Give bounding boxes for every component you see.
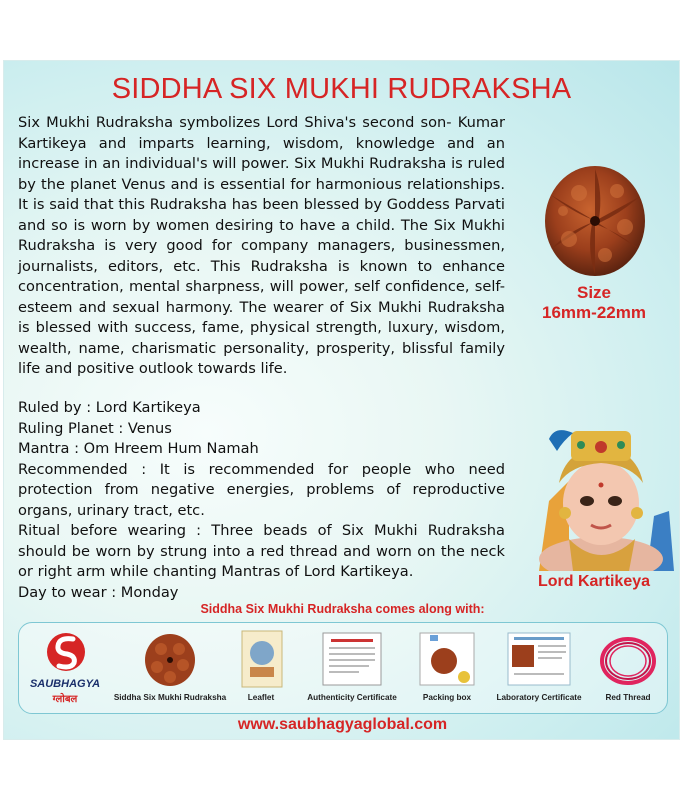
logo-hindi: ग्लोबल (52, 694, 78, 705)
ritual: Ritual before wearing : Three beads of Six Mukhi Rudraksha should be worn by strung into a red thread and worn on the neck or right arm while chanting Mantras of Lord Kartikeya. (18, 522, 505, 580)
size-label: Size (576, 283, 612, 302)
recommended: Recommended : It is recommended for people who need protection from negative energies, problems of reproductive organs, urinary tract, etc. (18, 460, 505, 519)
mantra: Mantra : Om Hreem Hum Namah (18, 440, 259, 457)
details (18, 398, 505, 603)
logo-name: SAUBHAGYA (29, 678, 101, 690)
page-title: SIDDHA SIX MUKHI RUDRAKSHA (111, 73, 572, 105)
item-label: Packing box (422, 693, 472, 702)
included-items (18, 622, 668, 714)
leaflet-icon (228, 629, 294, 689)
item-authenticity-certificate (309, 627, 395, 711)
lord-kartikeya-image (529, 421, 674, 571)
brand-logo (25, 627, 105, 711)
deity-caption: Lord Kartikeya (537, 573, 651, 590)
item-label: Leaflet (247, 693, 275, 702)
website-link[interactable]: www.saubhagyaglobal.com (237, 716, 448, 733)
ruled-by: Ruled by : Lord Kartikeya (18, 399, 201, 416)
ruling-planet: Ruling Planet : Venus (18, 419, 172, 437)
rudraksha-bead-icon (137, 629, 203, 689)
item-label: Red Thread (605, 693, 651, 702)
product-card (3, 60, 680, 740)
item-red-thread (593, 627, 663, 711)
day-to-wear: Day to wear : Monday (18, 583, 179, 601)
rudraksha-bead-icon (541, 161, 649, 279)
certificate-icon (319, 629, 385, 689)
description: Six Mukhi Rudraksha symbolizes Lord Shiva's second son- Kumar Kartikeya and imparts learning, wisdom, knowledge and an increase in an individual's will power. Six Mukhi Rudraksha is ruled by the planet Venus and is essential for harmonious relationships. It is said that this Rudraksha has been blessed by Goddess Parvati and so is worn by women desiring to have a child. The Six Mukhi Rudraksha is very good for company managers, businessmen, journalists, editors, etc. This Rudraksha is known to enhance concentration, mental sharpness, will power, self confidence, self-esteem and sexual harmony. The wearer of Six Mukhi Rudraksha is blessed with success, fame, physical strength, luxury, wisdom, wealth, name, charismatic personality, prosperity, blissful family life and positive outlook towards life. (18, 114, 505, 377)
item-laboratory-certificate (493, 627, 585, 711)
item-label: Authenticity Certificate (307, 693, 397, 702)
item-leaflet (229, 627, 293, 711)
comes-along-heading: Siddha Six Mukhi Rudraksha comes along with: (200, 602, 485, 616)
red-thread-icon (595, 629, 661, 689)
saubhagya-logo-icon (47, 629, 85, 675)
lab-certificate-icon (506, 629, 572, 689)
box-icon (414, 629, 480, 689)
item-rudraksha (113, 627, 227, 711)
item-label: Siddha Six Mukhi Rudraksha (113, 693, 227, 702)
size-value: 16mm-22mm (542, 303, 646, 322)
size-info (509, 283, 679, 323)
item-label: Laboratory Certificate (496, 693, 582, 702)
